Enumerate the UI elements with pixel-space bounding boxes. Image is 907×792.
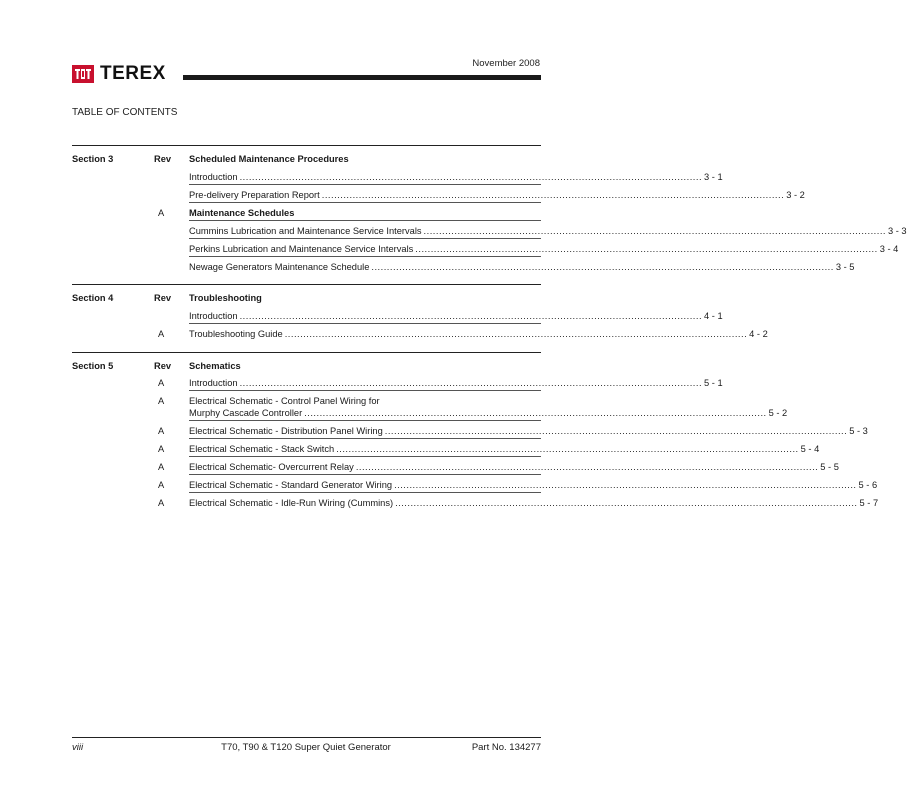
rev-label: Rev: [154, 154, 172, 164]
toc-entry[interactable]: [189, 443, 820, 455]
entry-page: 4 - 2: [749, 329, 768, 339]
entry-divider: [189, 420, 541, 421]
section-label: Section 5: [72, 361, 114, 371]
entry-divider: [189, 184, 541, 185]
toc-subheading[interactable]: [189, 207, 541, 219]
entry-page: 5 - 1: [704, 378, 723, 388]
entry-rev: A: [158, 378, 165, 388]
entry-rev: A: [158, 426, 165, 436]
entry-page: 3 - 4: [879, 244, 899, 254]
entry-title: Introduction: [189, 311, 238, 321]
section-label: Section 3: [72, 154, 114, 164]
entry-title: Maintenance Schedules: [189, 208, 295, 218]
entry-rev: A: [158, 498, 165, 508]
leader-dots: ......................................................................................................................................................: [336, 444, 799, 454]
toc-entry[interactable]: [189, 461, 839, 473]
part-number: Part No. 134277: [471, 742, 541, 753]
rev-label: Rev: [154, 293, 172, 303]
leader-dots: ......................................................................................................................................................: [415, 244, 878, 254]
entry-divider: [189, 256, 541, 257]
entry-page: 3 - 1: [704, 172, 723, 182]
section-heading: Schematics: [189, 361, 241, 371]
entry-divider: [189, 474, 541, 475]
entry-page: 3 - 2: [786, 190, 805, 200]
leader-dots: ......................................................................................................................................................: [423, 226, 886, 236]
entry-title: Introduction: [189, 378, 238, 388]
toc-entry[interactable]: [189, 171, 723, 183]
entry-title: Newage Generators Maintenance Schedule: [189, 262, 370, 272]
entry-title: Pre-delivery Preparation Report: [189, 190, 320, 200]
entry-divider: [189, 323, 541, 324]
leader-dots: ......................................................................................................................................................: [394, 480, 857, 490]
entry-title: Cummins Lubrication and Maintenance Service Intervals: [189, 226, 422, 236]
entry-page: 5 - 4: [800, 444, 820, 454]
entry-divider: [189, 390, 541, 391]
entry-page: 4 - 1: [704, 311, 723, 321]
leader-dots: ......................................................................................................................................................: [239, 378, 703, 388]
brand-name: TEREX: [100, 63, 166, 84]
leader-dots: ......................................................................................................................................................: [321, 190, 785, 200]
header-rule: [183, 75, 541, 80]
toc-entry[interactable]: [189, 189, 805, 201]
page-number: viii: [72, 742, 84, 753]
toc-entry[interactable]: [189, 395, 788, 419]
entry-page: 5 - 3: [849, 426, 868, 436]
entry-divider: [189, 492, 541, 493]
entry-rev: A: [158, 329, 165, 339]
entry-page: 5 - 7: [859, 498, 879, 508]
leader-dots: ......................................................................................................................................................: [371, 262, 834, 272]
leader-dots: ......................................................................................................................................................: [284, 329, 748, 339]
toc-entry[interactable]: [189, 261, 855, 273]
entry-divider: [189, 220, 541, 221]
entry-title-cont: Murphy Cascade Controller: [189, 408, 303, 418]
entry-page: 5 - 5: [820, 462, 839, 472]
entry-page: 5 - 6: [858, 480, 878, 490]
entry-title: Electrical Schematic - Standard Generator Wiring: [189, 480, 393, 490]
entry-title: Troubleshooting Guide: [189, 329, 283, 339]
entry-title: Electrical Schematic- Overcurrent Relay: [189, 462, 354, 472]
entry-page: 3 - 3: [888, 226, 907, 236]
rev-label: Rev: [154, 361, 172, 371]
leader-dots: ......................................................................................................................................................: [304, 408, 767, 418]
entry-page: 3 - 5: [835, 262, 855, 272]
entry-rev: A: [158, 396, 165, 406]
toc-entry[interactable]: [189, 425, 868, 437]
toc-entry[interactable]: [189, 225, 907, 237]
toc-entry[interactable]: [189, 310, 723, 322]
section-4: [72, 284, 768, 347]
product-name: T70, T90 & T120 Super Quiet Generator: [221, 742, 391, 753]
section-heading: Scheduled Maintenance Procedures: [189, 154, 349, 164]
entry-rev: A: [158, 462, 165, 472]
entry-title: Perkins Lubrication and Maintenance Service Intervals: [189, 244, 414, 254]
section-heading: Troubleshooting: [189, 293, 262, 303]
leader-dots: ......................................................................................................................................................: [395, 498, 858, 508]
toc-entry[interactable]: [189, 377, 723, 389]
section-label: Section 4: [72, 293, 114, 303]
entry-title: Electrical Schematic - Control Panel Wiring for: [189, 396, 380, 406]
publication-date: November 2008: [472, 58, 540, 69]
entry-title: Introduction: [189, 172, 238, 182]
leader-dots: ......................................................................................................................................................: [239, 311, 703, 321]
entry-title: Electrical Schematic - Stack Switch: [189, 444, 335, 454]
terex-logo-icon: [72, 65, 94, 83]
entry-divider: [189, 438, 541, 439]
toc-entry[interactable]: [189, 328, 768, 340]
toc-entry[interactable]: [189, 243, 899, 255]
entry-rev: A: [158, 444, 165, 454]
entry-divider: [189, 202, 541, 203]
toc-entry[interactable]: [189, 479, 878, 491]
toc-title: TABLE OF CONTENTS: [72, 107, 178, 118]
entry-divider: [189, 456, 541, 457]
leader-dots: ......................................................................................................................................................: [384, 426, 848, 436]
section-3: [72, 145, 907, 281]
leader-dots: ......................................................................................................................................................: [355, 462, 819, 472]
brand-logo: [72, 64, 166, 84]
entry-title: Electrical Schematic - Idle-Run Wiring (Cummins): [189, 498, 394, 508]
entry-rev: A: [158, 480, 165, 490]
entry-title: Electrical Schematic - Distribution Panel Wiring: [189, 426, 383, 436]
section-5: [72, 352, 879, 523]
leader-dots: ......................................................................................................................................................: [239, 172, 703, 182]
toc-entry[interactable]: [189, 497, 879, 509]
entry-rev: A: [158, 208, 165, 218]
entry-divider: [189, 238, 541, 239]
footer-rule: [72, 737, 541, 738]
entry-page: 5 - 2: [768, 408, 788, 418]
